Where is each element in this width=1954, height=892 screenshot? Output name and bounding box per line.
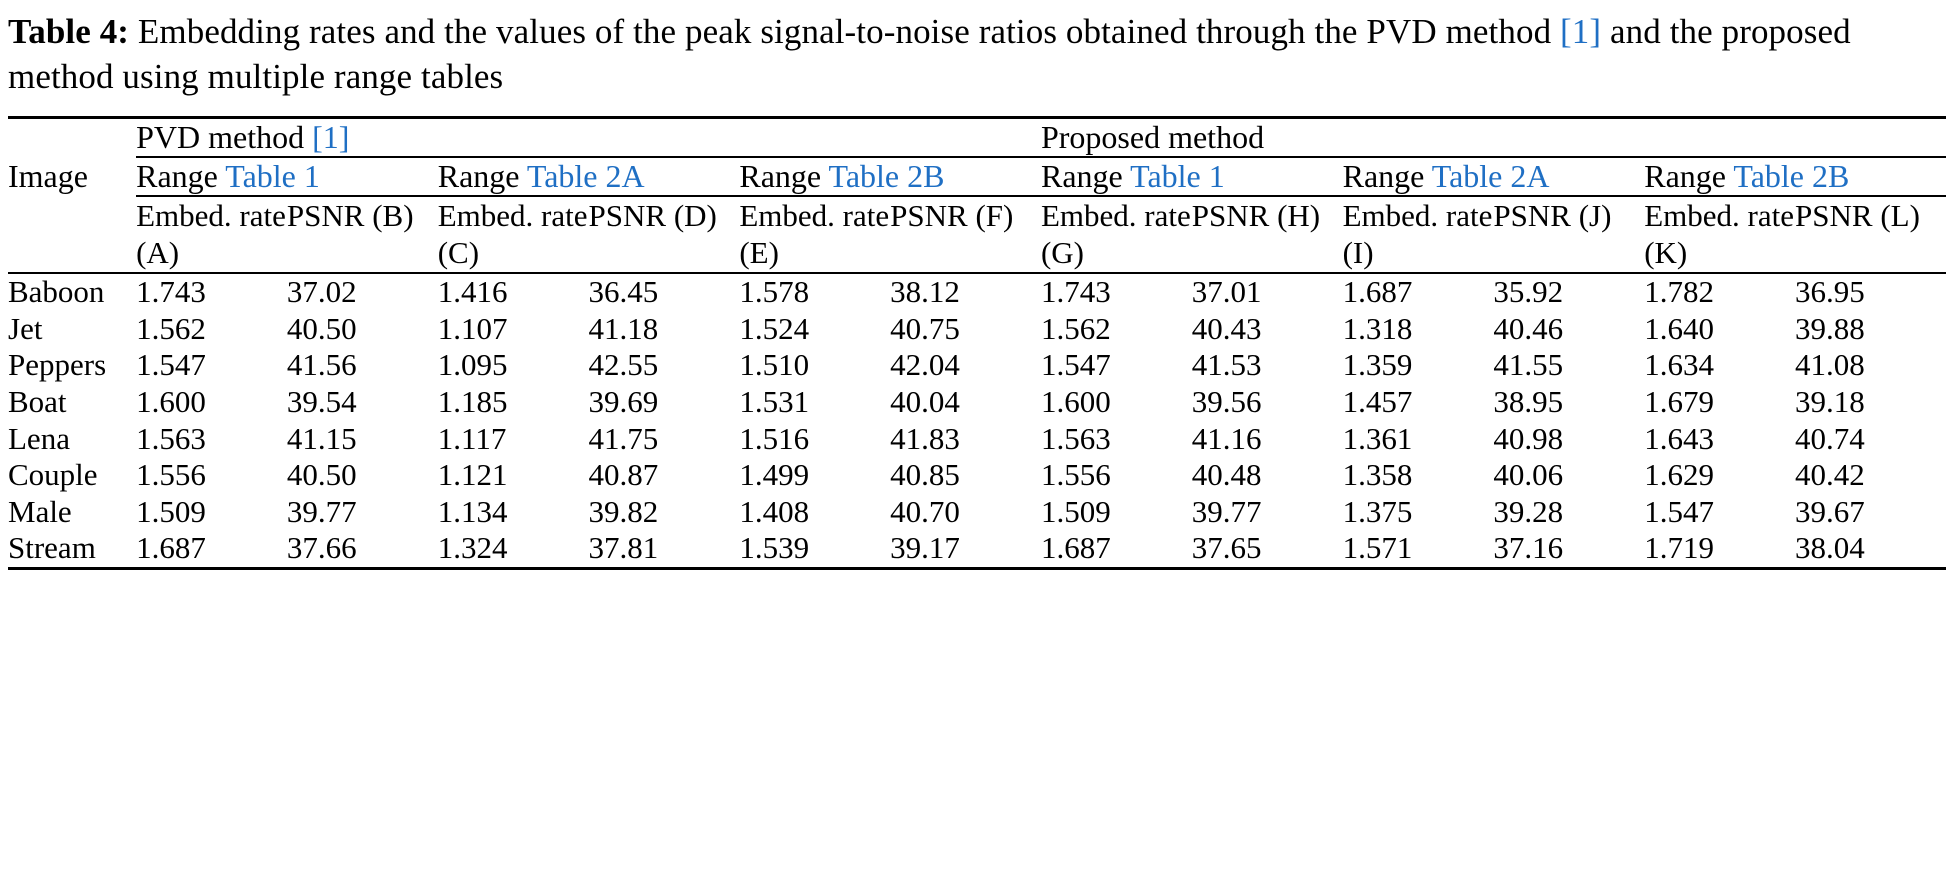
cell-a: 1.563 (136, 420, 206, 456)
cell-h: 40.48 (1191, 457, 1262, 493)
cell-h: 39.77 (1191, 493, 1262, 529)
range-header-2-link[interactable]: Table 2A (526, 157, 645, 194)
caption-citation-1[interactable]: [1] (1560, 12, 1602, 51)
cell-k: 1.643 (1644, 420, 1714, 456)
group-header-proposed-label: Proposed method (1040, 118, 1265, 155)
results-table (8, 119, 1946, 567)
range-header-6-link[interactable]: Table 2B (1733, 157, 1850, 194)
cell-e: 1.499 (739, 457, 810, 493)
cell-d: 42.55 (588, 347, 659, 383)
range-header-6 (1644, 158, 1946, 195)
range-header-1-prefix: Range (136, 157, 226, 194)
row-image-label: Male (8, 493, 72, 529)
sub-header-spacer (8, 197, 136, 273)
group-header-spacer (8, 119, 136, 156)
cell-e: 1.524 (739, 310, 810, 346)
cell-f: 40.85 (890, 457, 960, 493)
range-header-3 (739, 158, 1041, 195)
cell-l: 39.18 (1795, 383, 1865, 419)
cell-l: 41.08 (1795, 347, 1865, 383)
cell-b: 41.56 (286, 347, 357, 383)
row-image-label: Baboon (8, 274, 105, 310)
cell-e: 1.510 (739, 347, 810, 383)
range-header-6-prefix: Range (1644, 157, 1734, 194)
cell-j: 40.46 (1493, 310, 1564, 346)
cell-d: 37.81 (588, 530, 659, 566)
row-image-label: Jet (8, 310, 43, 346)
cell-l: 40.74 (1795, 420, 1865, 456)
cell-b: 40.50 (286, 457, 357, 493)
cell-l: 38.04 (1795, 530, 1865, 566)
cell-j: 40.98 (1493, 420, 1564, 456)
table-caption-text-1: Embedding rates and the values of the peak signal-to-noise ratios obtained through the PVD method (129, 12, 1561, 51)
cell-g: 1.547 (1040, 347, 1111, 383)
cell-c: 1.416 (437, 274, 508, 310)
sub-header-f: PSNR (F) (890, 197, 1014, 233)
cell-e: 1.539 (739, 530, 810, 566)
cell-k: 1.634 (1644, 347, 1714, 383)
row-image-label: Stream (8, 530, 96, 566)
group-header-pvd-citation[interactable]: [1] (312, 118, 350, 155)
cell-f: 42.04 (890, 347, 960, 383)
cell-j: 41.55 (1493, 347, 1564, 383)
sub-header-e: Embed. rate (E) (739, 197, 890, 271)
cell-h: 39.56 (1191, 383, 1262, 419)
cell-h: 40.43 (1191, 310, 1262, 346)
cell-j: 35.92 (1493, 274, 1564, 310)
table-row (8, 421, 1946, 458)
cell-c: 1.117 (437, 420, 507, 456)
cell-d: 41.75 (588, 420, 659, 456)
cell-g: 1.562 (1040, 310, 1111, 346)
cell-g: 1.509 (1040, 493, 1111, 529)
column-header-image: Image (8, 157, 88, 194)
cell-c: 1.324 (437, 530, 508, 566)
sub-header-d: PSNR (D) (588, 197, 717, 233)
range-header-5-prefix: Range (1342, 157, 1432, 194)
cell-a: 1.743 (136, 274, 206, 310)
cell-f: 40.70 (890, 493, 960, 529)
cell-f: 39.17 (890, 530, 960, 566)
cell-l: 40.42 (1795, 457, 1865, 493)
cell-i: 1.571 (1342, 530, 1413, 566)
cell-h: 37.65 (1191, 530, 1262, 566)
group-header-pvd-label: PVD method (136, 118, 313, 155)
cell-h: 41.53 (1191, 347, 1262, 383)
range-header-4-prefix: Range (1040, 157, 1131, 194)
cell-i: 1.375 (1342, 493, 1413, 529)
row-image-label: Peppers (8, 347, 107, 383)
table-row (8, 311, 1946, 348)
sub-header-k: Embed. rate (K) (1644, 197, 1794, 271)
table-row (8, 274, 1946, 311)
cell-l: 39.67 (1795, 493, 1865, 529)
cell-i: 1.318 (1342, 310, 1413, 346)
cell-c: 1.185 (437, 383, 508, 419)
cell-k: 1.547 (1644, 493, 1714, 529)
table-row (8, 384, 1946, 421)
cell-i: 1.358 (1342, 457, 1413, 493)
cell-d: 36.45 (588, 274, 659, 310)
table-row (8, 530, 1946, 567)
cell-c: 1.095 (437, 347, 508, 383)
range-header-4-link[interactable]: Table 1 (1130, 157, 1225, 194)
cell-k: 1.782 (1644, 274, 1714, 310)
sub-header-g: Embed. rate (G) (1040, 197, 1191, 271)
cell-a: 1.600 (136, 383, 206, 419)
cell-k: 1.679 (1644, 383, 1714, 419)
cell-j: 39.28 (1493, 493, 1564, 529)
table-caption-text-2: and the proposed method using multiple range tables (8, 12, 1851, 96)
cell-e: 1.531 (739, 383, 810, 419)
cell-f: 38.12 (890, 274, 960, 310)
cell-l: 39.88 (1795, 310, 1865, 346)
table-row (8, 494, 1946, 531)
cell-h: 37.01 (1191, 274, 1262, 310)
range-header-2-prefix: Range (437, 157, 527, 194)
cell-j: 40.06 (1493, 457, 1564, 493)
cell-i: 1.687 (1342, 274, 1413, 310)
cell-k: 1.629 (1644, 457, 1714, 493)
sub-header-b: PSNR (B) (286, 197, 414, 233)
range-header-1-link[interactable]: Table 1 (225, 157, 320, 194)
row-image-label: Boat (8, 383, 67, 419)
cell-e: 1.578 (739, 274, 810, 310)
table-row (8, 457, 1946, 494)
table-caption-label: Table 4: (8, 12, 130, 51)
range-header-2 (438, 158, 740, 195)
sub-header-c: Embed. rate (C) (437, 197, 588, 271)
cell-d: 40.87 (588, 457, 659, 493)
sub-header-a: Embed. rate (A) (136, 197, 286, 271)
cell-g: 1.563 (1040, 420, 1111, 456)
cell-a: 1.556 (136, 457, 206, 493)
cell-d: 39.69 (588, 383, 659, 419)
cell-i: 1.359 (1342, 347, 1413, 383)
cell-b: 39.77 (286, 493, 357, 529)
cell-b: 37.02 (286, 274, 357, 310)
cell-i: 1.361 (1342, 420, 1413, 456)
range-header-4 (1041, 158, 1343, 195)
cell-g: 1.743 (1040, 274, 1111, 310)
range-header-row (8, 158, 1946, 195)
group-header-row (8, 119, 1946, 156)
cell-a: 1.687 (136, 530, 206, 566)
cell-i: 1.457 (1342, 383, 1413, 419)
cell-g: 1.600 (1040, 383, 1111, 419)
sub-header-i: Embed. rate (I) (1342, 197, 1493, 271)
cell-l: 36.95 (1795, 274, 1865, 310)
row-image-label: Couple (8, 457, 98, 493)
table-bottom-rule (8, 567, 1946, 570)
cell-g: 1.556 (1040, 457, 1111, 493)
cell-a: 1.562 (136, 310, 206, 346)
cell-j: 38.95 (1493, 383, 1564, 419)
group-header-pvd (136, 119, 1041, 156)
range-header-1 (136, 158, 438, 195)
cell-f: 40.04 (890, 383, 960, 419)
range-header-3-prefix: Range (739, 157, 829, 194)
cell-a: 1.547 (136, 347, 206, 383)
cell-c: 1.121 (437, 457, 508, 493)
cell-d: 41.18 (588, 310, 659, 346)
sub-header-j: PSNR (J) (1493, 197, 1612, 233)
table-row (8, 347, 1946, 384)
table-caption (8, 10, 1946, 100)
cell-b: 40.50 (286, 310, 357, 346)
cell-c: 1.134 (437, 493, 508, 529)
cell-k: 1.640 (1644, 310, 1714, 346)
cell-e: 1.408 (739, 493, 810, 529)
range-header-3-link[interactable]: Table 2B (828, 157, 945, 194)
cell-k: 1.719 (1644, 530, 1714, 566)
cell-j: 37.16 (1493, 530, 1564, 566)
cell-d: 39.82 (588, 493, 659, 529)
cell-e: 1.516 (739, 420, 810, 456)
cell-c: 1.107 (437, 310, 508, 346)
cell-a: 1.509 (136, 493, 206, 529)
cell-b: 37.66 (286, 530, 357, 566)
group-header-proposed (1041, 119, 1946, 156)
cell-h: 41.16 (1191, 420, 1262, 456)
sub-header-l: PSNR (L) (1795, 197, 1920, 233)
cell-f: 41.83 (890, 420, 960, 456)
cell-f: 40.75 (890, 310, 960, 346)
cell-b: 39.54 (286, 383, 357, 419)
cell-b: 41.15 (286, 420, 357, 456)
row-image-label: Lena (8, 420, 70, 456)
range-header-5 (1343, 158, 1645, 195)
sub-header-h: PSNR (H) (1191, 197, 1321, 233)
sub-header-row (8, 197, 1946, 273)
range-header-5-link[interactable]: Table 2A (1431, 157, 1550, 194)
cell-g: 1.687 (1040, 530, 1111, 566)
